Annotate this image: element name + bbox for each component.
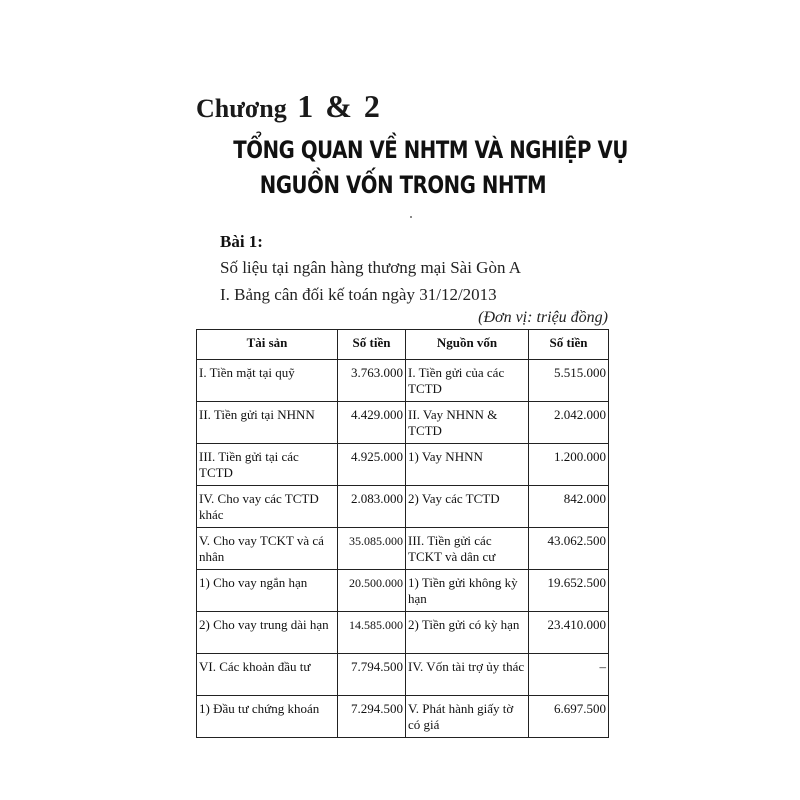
- liability-amount-cell: 1.200.000: [529, 444, 609, 486]
- table-header-row: [197, 330, 609, 360]
- table-row: [197, 654, 609, 696]
- asset-amount-cell: 2.083.000: [338, 486, 406, 528]
- asset-amount-cell: 7.794.500: [338, 654, 406, 696]
- asset-amount-cell: 7.294.500: [338, 696, 406, 738]
- header-amount-liabilities: Số tiền: [529, 330, 609, 360]
- asset-cell: 1) Cho vay ngắn hạn: [197, 570, 338, 612]
- chapter-prefix: Chương: [196, 94, 287, 123]
- balance-sheet-table: [196, 329, 609, 738]
- liability-cell: III. Tiền gửi các TCKT và dân cư: [406, 528, 529, 570]
- exercise-description: Số liệu tại ngân hàng thương mại Sài Gòn A: [220, 258, 522, 277]
- asset-cell: 2) Cho vay trung dài hạn: [197, 612, 338, 654]
- table-row: [197, 612, 609, 654]
- table-row: [197, 360, 609, 402]
- asset-cell: IV. Cho vay các TCTD khác: [197, 486, 338, 528]
- asset-amount-cell: 3.763.000: [338, 360, 406, 402]
- liability-cell: V. Phát hành giấy tờ có giá: [406, 696, 529, 738]
- exercise-label: Bài 1:: [220, 232, 263, 251]
- liability-cell: 2) Vay các TCTD: [406, 486, 529, 528]
- asset-cell: III. Tiền gửi tại các TCTD: [197, 444, 338, 486]
- chapter-heading: [196, 88, 382, 125]
- chapter-title-line-1: TỔNG QUAN VỀ NHTM VÀ NGHIỆP VỤ: [233, 136, 628, 164]
- asset-cell: VI. Các khoản đầu tư: [197, 654, 338, 696]
- table-row: [197, 486, 609, 528]
- liability-cell: 1) Vay NHNN: [406, 444, 529, 486]
- asset-amount-cell: 20.500.000: [338, 570, 406, 612]
- liability-cell: 2) Tiền gửi có kỳ hạn: [406, 612, 529, 654]
- liability-amount-cell: 43.062.500: [529, 528, 609, 570]
- liability-amount-cell: 842.000: [529, 486, 609, 528]
- asset-amount-cell: 4.925.000: [338, 444, 406, 486]
- table-row: [197, 528, 609, 570]
- asset-amount-cell: 4.429.000: [338, 402, 406, 444]
- table-row: [197, 570, 609, 612]
- asset-cell: I. Tiền mặt tại quỹ: [197, 360, 338, 402]
- header-liabilities: Nguồn vốn: [406, 330, 529, 360]
- liability-amount-cell: 2.042.000: [529, 402, 609, 444]
- unit-note: (Đơn vị: triệu đồng): [478, 309, 608, 326]
- table-row: [197, 444, 609, 486]
- speck-mark: [410, 216, 412, 218]
- liability-cell: I. Tiền gửi của các TCTD: [406, 360, 529, 402]
- header-amount-assets: Số tiền: [338, 330, 406, 360]
- liability-cell: IV. Vốn tài trợ ủy thác: [406, 654, 529, 696]
- table-row: [197, 402, 609, 444]
- liability-amount-cell: 5.515.000: [529, 360, 609, 402]
- asset-cell: V. Cho vay TCKT và cá nhân: [197, 528, 338, 570]
- chapter-title-line-2: NGUỒN VỐN TRONG NHTM: [259, 171, 547, 199]
- asset-cell: II. Tiền gửi tại NHNN: [197, 402, 338, 444]
- liability-cell: II. Vay NHNN & TCTD: [406, 402, 529, 444]
- table-row: [197, 696, 609, 738]
- asset-amount-cell: 35.085.000: [338, 528, 406, 570]
- liability-cell: 1) Tiền gửi không kỳ hạn: [406, 570, 529, 612]
- liability-amount-cell: 19.652.500: [529, 570, 609, 612]
- asset-cell: 1) Đầu tư chứng khoán: [197, 696, 338, 738]
- balance-sheet-caption: I. Bảng cân đối kế toán ngày 31/12/2013: [220, 285, 497, 304]
- chapter-number: 1 & 2: [297, 88, 382, 124]
- liability-amount-cell: –: [529, 654, 609, 696]
- header-assets: Tài sản: [197, 330, 338, 360]
- liability-amount-cell: 23.410.000: [529, 612, 609, 654]
- asset-amount-cell: 14.585.000: [338, 612, 406, 654]
- liability-amount-cell: 6.697.500: [529, 696, 609, 738]
